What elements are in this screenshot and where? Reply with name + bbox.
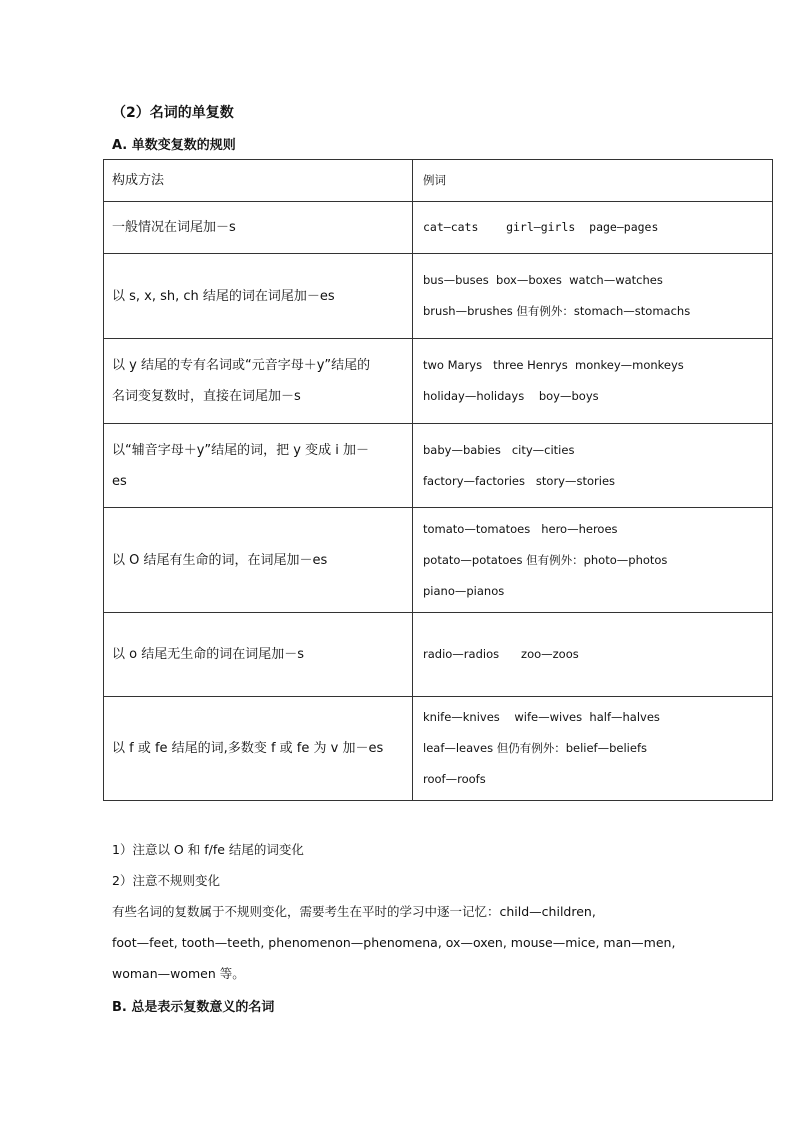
notes-block — [112, 834, 675, 989]
rule-method: 以 f 或 fe 结尾的词,多数变 f 或 fe 为 v 加－es — [104, 697, 413, 801]
table-row — [104, 339, 773, 424]
rule-method: 以“辅音字母＋y”结尾的词，把 y 变成 i 加－ es — [104, 424, 413, 508]
note-line: foot—feet, tooth—teeth, phenomenon—phenomena, ox—oxen, mouse—mice, man—men, — [112, 935, 676, 950]
section-title: （2）名词的单复数 — [112, 105, 234, 121]
table-row — [104, 508, 773, 613]
subsection-title-a: A. 单数变复数的规则 — [112, 138, 236, 153]
table-header-row — [104, 160, 773, 202]
rule-examples: bus—buses box—boxes watch—watches brush—brushes 但有例外：stomach—stomachs — [413, 254, 773, 339]
rule-method: 一般情况在词尾加－s — [104, 202, 413, 254]
rule-examples: two Marys three Henrys monkey—monkeys holiday—holidays boy—boys — [413, 339, 773, 424]
table-row — [104, 202, 773, 254]
plural-rules-table — [103, 159, 773, 801]
rule-examples: cat—cats girl—girls page—pages — [413, 202, 773, 254]
note-line: 有些名词的复数属于不规则变化，需要考生在平时的学习中逐一记忆：child—children, — [112, 904, 596, 919]
note-line: 2）注意不规则变化 — [112, 873, 220, 888]
header-method: 构成方法 — [104, 160, 413, 202]
rule-method: 以 y 结尾的专有名词或“元音字母＋y”结尾的 名词变复数时，直接在词尾加－s — [104, 339, 413, 424]
table-row — [104, 424, 773, 508]
subsection-title-b: B. 总是表示复数意义的名词 — [112, 1000, 275, 1015]
rule-examples: radio—radios zoo—zoos — [413, 613, 773, 697]
table-row — [104, 254, 773, 339]
rule-examples: knife—knives wife—wives half—halves leaf—leaves 但仍有例外：belief—beliefs roof—roofs — [413, 697, 773, 801]
table-row — [104, 697, 773, 801]
rule-method: 以 O 结尾有生命的词，在词尾加－es — [104, 508, 413, 613]
rule-method: 以 o 结尾无生命的词在词尾加－s — [104, 613, 413, 697]
header-examples: 例词 — [413, 160, 773, 202]
table-row — [104, 613, 773, 697]
rule-examples: tomato—tomatoes hero—heroes potato—potatoes 但有例外：photo—photos piano—pianos — [413, 508, 773, 613]
note-line: woman—women 等。 — [112, 966, 245, 981]
rule-method: 以 s, x, sh, ch 结尾的词在词尾加－es — [104, 254, 413, 339]
rule-examples: baby—babies city—cities factory—factories story—stories — [413, 424, 773, 508]
note-line: 1）注意以 O 和 f/fe 结尾的词变化 — [112, 842, 304, 857]
